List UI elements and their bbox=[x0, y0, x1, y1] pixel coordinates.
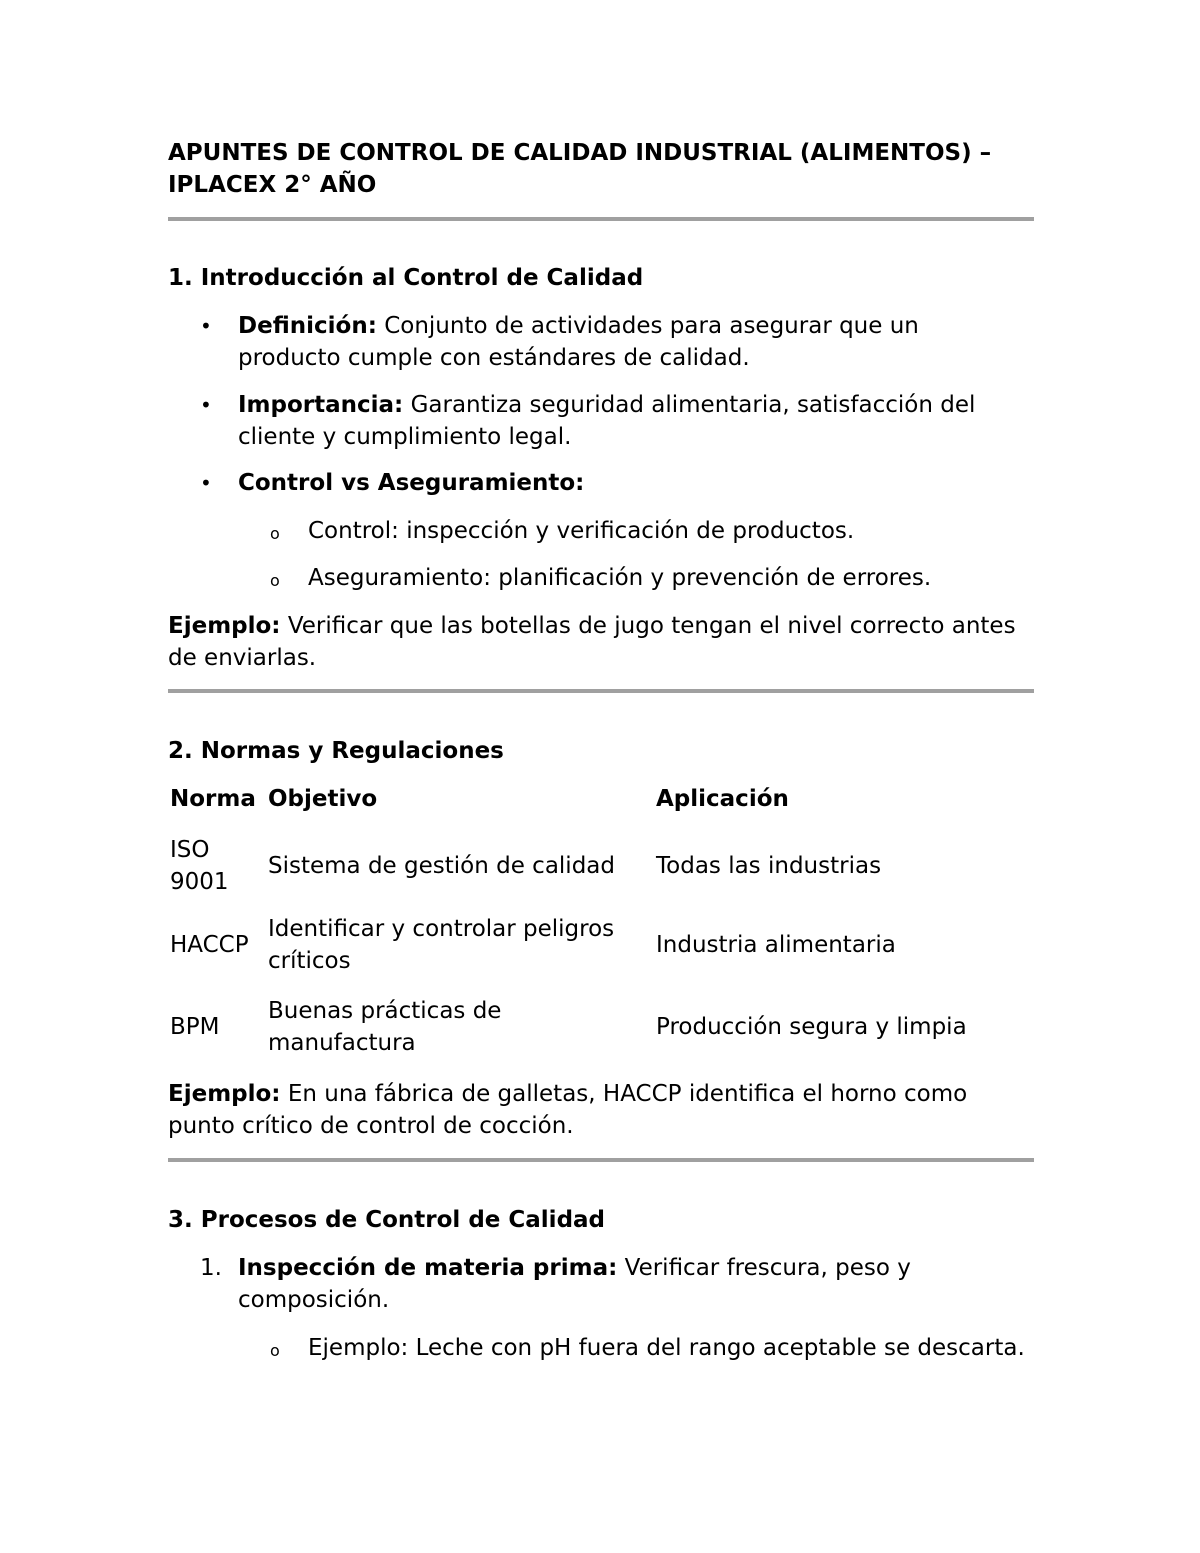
example-paragraph bbox=[168, 1078, 1034, 1142]
list-item bbox=[200, 389, 1028, 453]
example-text: En una fábrica de galletas, HACCP identifica el horno como punto crítico de control de cocción. bbox=[168, 1081, 968, 1139]
sub-item-text: Ejemplo: Leche con pH fuera del rango aceptable se descarta. bbox=[308, 1335, 1025, 1361]
list-number: 1. bbox=[200, 1255, 222, 1281]
item-label: Importancia: bbox=[238, 392, 404, 418]
table-cell: BPM bbox=[170, 1014, 220, 1040]
circle-bullet-icon: o bbox=[270, 571, 280, 590]
column-header: Objetivo bbox=[268, 786, 378, 812]
sub-item-text: Aseguramiento: planificación y prevención de errores. bbox=[308, 565, 932, 591]
sub-list-item bbox=[270, 562, 1028, 594]
sub-item-text: Control: inspección y verificación de productos. bbox=[308, 518, 855, 544]
circle-bullet-icon: o bbox=[270, 1341, 280, 1360]
section-1-heading: 1. Introducción al Control de Calidad bbox=[168, 265, 644, 291]
list-item bbox=[200, 310, 1028, 374]
numbered-list-item bbox=[200, 1252, 1028, 1316]
item-label: Inspección de materia prima: bbox=[238, 1255, 618, 1281]
table-cell: Buenas prácticas de manufactura bbox=[268, 998, 502, 1056]
table-cell: Industria alimentaria bbox=[656, 932, 896, 958]
title-line-2: IPLACEX 2° AÑO bbox=[168, 172, 377, 198]
table-cell: Identificar y controlar peligros críticos bbox=[268, 916, 615, 974]
item-text: Verificar frescura, peso y composición. bbox=[238, 1255, 911, 1313]
table-cell: HACCP bbox=[170, 932, 249, 958]
example-label: Ejemplo: bbox=[168, 613, 281, 639]
table-cell: ISO 9001 bbox=[170, 837, 229, 895]
circle-bullet-icon: o bbox=[270, 524, 280, 543]
norms-table bbox=[168, 782, 1034, 1068]
table-row bbox=[168, 828, 1034, 904]
column-header: Norma bbox=[170, 786, 256, 812]
item-label: Definición: bbox=[238, 313, 377, 339]
title-line-1: APUNTES DE CONTROL DE CALIDAD INDUSTRIAL (ALIMENTOS) – bbox=[168, 140, 992, 166]
sub-list-item bbox=[270, 1332, 1028, 1364]
example-text: Verificar que las botellas de jugo tengan el nivel correcto antes de enviarlas. bbox=[168, 613, 1016, 671]
item-label: Control vs Aseguramiento: bbox=[238, 470, 585, 496]
horizontal-rule bbox=[168, 217, 1034, 221]
bullet-icon: • bbox=[200, 471, 212, 495]
section-2-heading: 2. Normas y Regulaciones bbox=[168, 738, 504, 764]
table-cell: Producción segura y limpia bbox=[656, 1014, 967, 1040]
section-3-heading: 3. Procesos de Control de Calidad bbox=[168, 1207, 606, 1233]
bullet-icon: • bbox=[200, 314, 212, 338]
horizontal-rule bbox=[168, 689, 1034, 693]
example-paragraph bbox=[168, 610, 1034, 674]
item-text: Conjunto de actividades para asegurar que un producto cumple con estándares de calidad. bbox=[238, 313, 919, 371]
document-title bbox=[168, 137, 1034, 201]
horizontal-rule bbox=[168, 1158, 1034, 1162]
sub-list-item bbox=[270, 515, 1028, 547]
table-cell: Todas las industrias bbox=[656, 853, 882, 879]
example-label: Ejemplo: bbox=[168, 1081, 281, 1107]
table-cell: Sistema de gestión de calidad bbox=[268, 853, 615, 879]
column-header: Aplicación bbox=[656, 786, 789, 812]
item-text: Garantiza seguridad alimentaria, satisfacción del cliente y cumplimiento legal. bbox=[238, 392, 976, 450]
list-item bbox=[200, 467, 1028, 499]
table-row bbox=[168, 986, 1034, 1068]
bullet-icon: • bbox=[200, 393, 212, 417]
table-row bbox=[168, 904, 1034, 986]
table-header-row bbox=[168, 782, 1034, 828]
